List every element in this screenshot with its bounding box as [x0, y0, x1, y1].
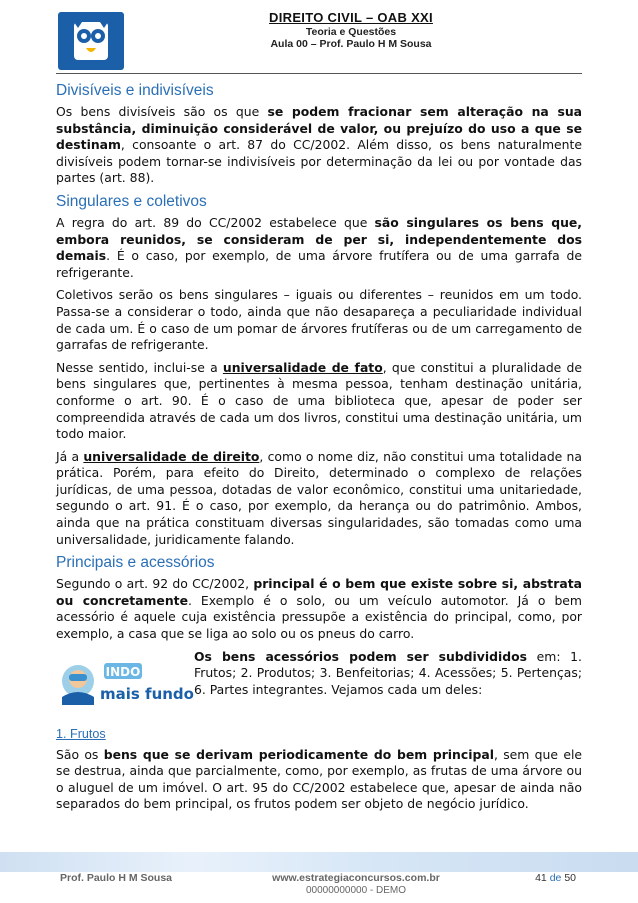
paragraph — [56, 747, 582, 813]
indo-mais-fundo-box — [56, 649, 582, 719]
footer-author: Prof. Paulo H M Sousa — [60, 872, 173, 884]
text-run: , como o nome diz, não constitui uma totalidade na prática. Porém, para efeito do Direito, determinado o complexo de relações jurídicas, de uma pessoa, dotadas de valor econômico, constitui uma unitariedade, segundo o art. 91. É o caso, por exemplo, da herança ou do patrimônio. Ambos, ainda que na prática constituam diversas singularidades, são tomadas como uma universalidade, juridicamente falando. — [56, 448, 582, 547]
indo-label: INDO — [105, 664, 141, 679]
paragraph — [56, 360, 582, 443]
text-run: Nesse sentido, inclui-se a — [56, 359, 223, 375]
bold-text: universalidade de direito — [83, 448, 260, 464]
bold-text: universalidade de fato — [222, 359, 383, 375]
footer-demo: 00000000000 - DEMO — [305, 885, 407, 896]
bold-text: principal é o bem que existe sobre si, abstrata ou concretamente — [56, 576, 582, 608]
page-total: 50 — [564, 872, 576, 884]
owl-icon — [68, 18, 114, 64]
course-subtitle: Teoria e Questões — [305, 26, 397, 38]
footer-site-link[interactable]: www.estrategiaconcursos.com.br — [272, 872, 440, 884]
section-heading-divisiveis: Divisíveis e indivisíveis — [56, 82, 214, 99]
text-run: em: 1. Frutos; 2. Produtos; 3. Benfeitorias; 4. Acessões; 5. Pertenças; 6. Partes integrantes. Vejamos cada um deles: — [194, 648, 582, 697]
paragraph: Coletivos serão os bens singulares – iguais ou diferentes – reunidos em um todo. Passa-se a considerar o todo, ainda que não desapareça a peculiaridade individual de cada um. É o caso de um pomar de árvores frutíferas ou de um carregamento de garrafas de refrigerante. — [56, 287, 582, 353]
page-header — [56, 10, 582, 80]
paragraph — [56, 576, 582, 642]
text-run: São os — [56, 746, 104, 762]
text-run: Segundo o art. 92 do CC/2002, — [56, 576, 254, 592]
lesson-title: Aula 00 – Prof. Paulo H M Sousa — [270, 38, 432, 50]
estrategia-logo — [58, 12, 124, 70]
indo-paragraph — [194, 649, 582, 699]
page-current: 41 — [535, 872, 547, 884]
section-heading-singulares: Singulares e coletivos — [56, 192, 207, 210]
page-of: de — [549, 872, 562, 884]
paragraph — [56, 104, 582, 187]
text-run: , que constitui a pluralidade de bens singulares que, pertinentes à mesma pessoa, tenham destinação unitária, conforme o art. 90. É o caso de uma biblioteca que, apesar de poder ser compreendida através de cada um dos livros, constitui uma destinação unitária, um todo maior. — [56, 359, 583, 442]
text-run: A regra do art. 89 do CC/2002 estabelece que — [56, 214, 375, 230]
paragraph — [56, 215, 582, 281]
text-run: . É o caso, por exemplo, de uma árvore frutífera ou de uma garrafa de refrigerante. — [56, 248, 582, 280]
paragraph — [56, 449, 582, 549]
bold-text: bens que se derivam periodicamente do bem principal — [103, 746, 494, 762]
text-run: , sem que ele se destrua, ainda que parcialmente, como, por exemplo, as frutas de uma árvore ou o aluguel de um imóvel. O art. 95 do CC/2002 estabelece que, apesar de ainda não separados do bem principal, os frutos podem ser objeto de negócio jurídico. — [56, 746, 583, 812]
footer-band — [0, 852, 638, 872]
diver-icon — [56, 657, 194, 711]
course-title: DIREITO CIVIL – OAB XXI — [269, 10, 433, 25]
page-content — [56, 76, 582, 819]
bold-text: Os bens acessórios podem ser subdivididos — [194, 648, 527, 664]
bold-text: são singulares os bens que, embora reunidos, se consideram de per si, independentemente dos demais — [56, 214, 582, 264]
bold-text: se podem fracionar sem alteração na sua substância, diminuição considerável de valor, ou prejuízo do uso a que se destinam — [56, 104, 582, 153]
mais-fundo-label: mais fundo — [100, 684, 194, 703]
subsection-heading-frutos: 1. Frutos — [56, 726, 106, 741]
text-run: . Exemplo é o solo, ou um veículo automotor. Já o bem acessório é aquele cuja existência pressupõe a existência do principal, como, por exemplo, a casa que se liga ao solo ou os pneus do carro. — [56, 592, 582, 642]
page-number — [535, 872, 576, 884]
text-run: Os bens divisíveis são os que — [56, 104, 268, 119]
header-divider — [56, 73, 582, 74]
header-text — [206, 10, 496, 50]
text-run: , consoante o art. 87 do CC/2002. Além disso, os bens naturalmente divisíveis podem tornar-se indivisíveis por determinação da lei ou por vontade das partes (art. 88). — [56, 137, 582, 186]
text-run: Já a — [56, 448, 84, 464]
section-heading-principais: Principais e acessórios — [56, 554, 215, 572]
